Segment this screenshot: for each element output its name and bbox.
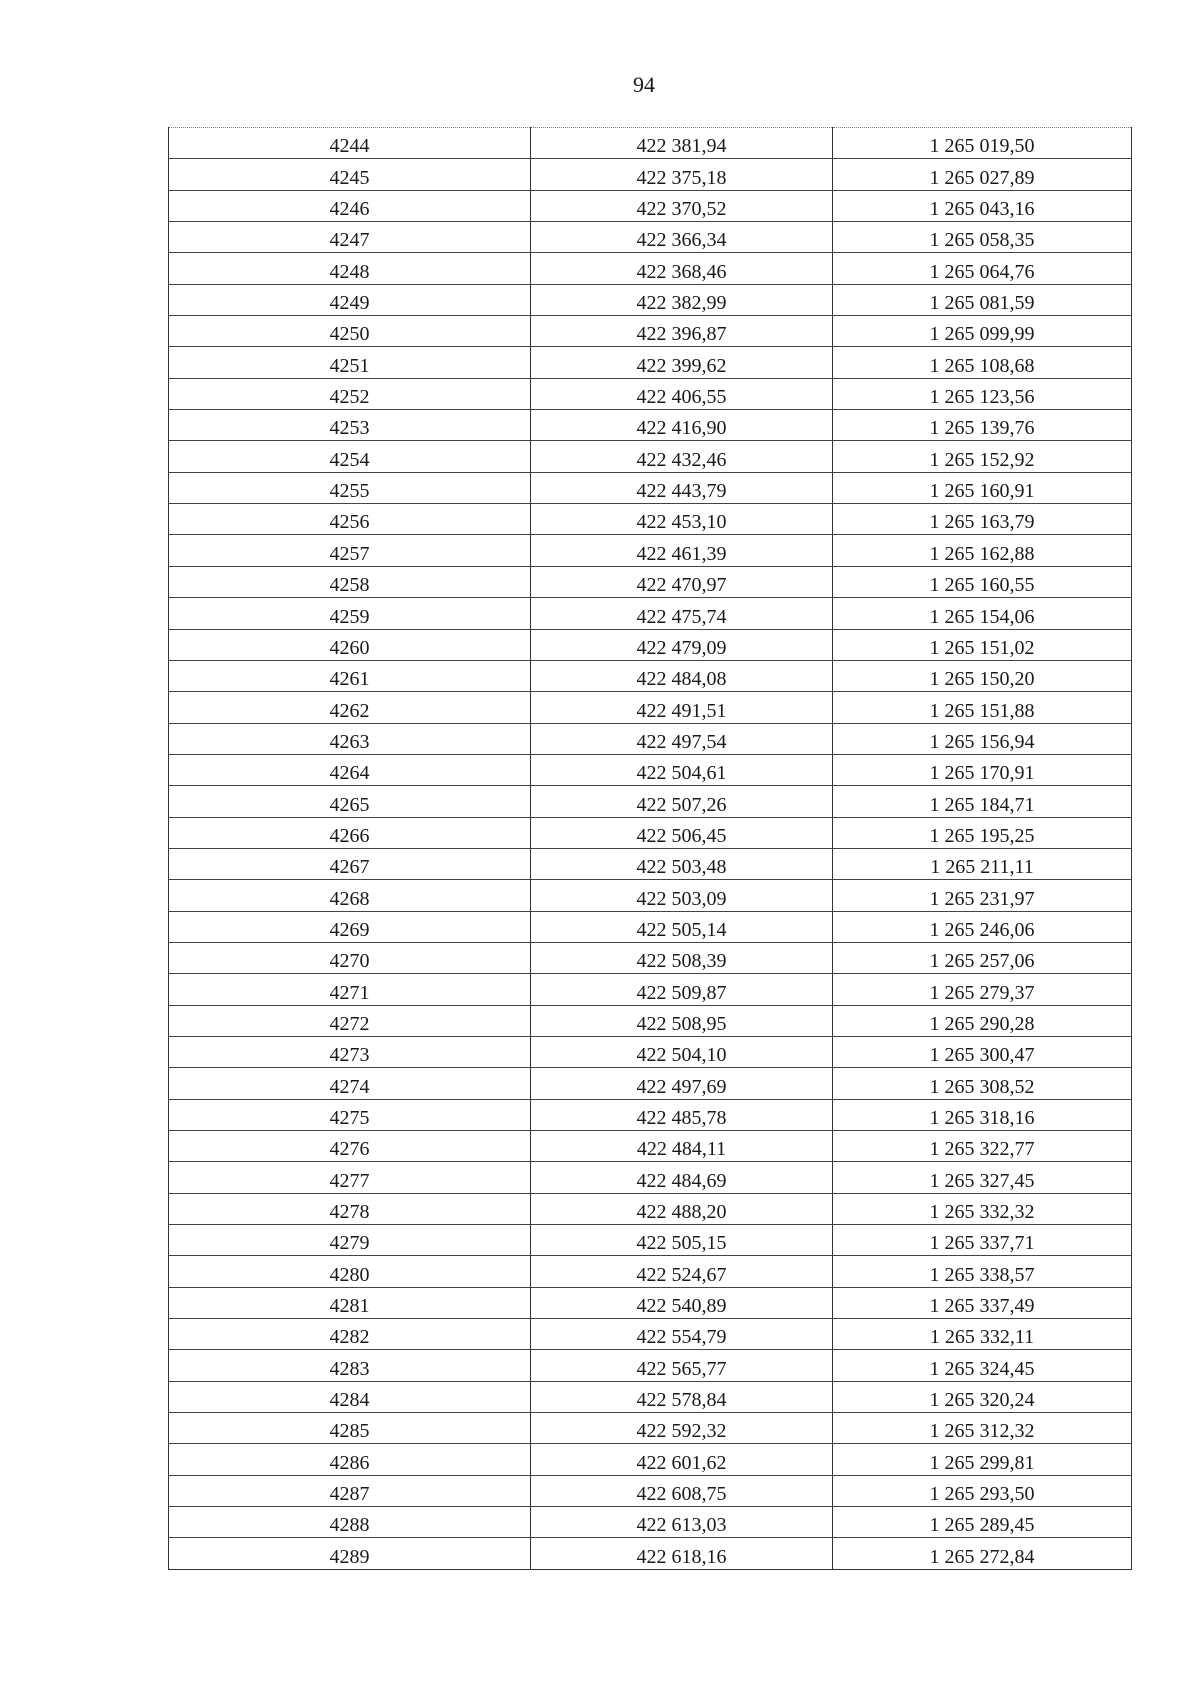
point-number-cell: 4261	[169, 660, 531, 691]
x-coordinate-cell: 422 368,46	[531, 253, 833, 284]
y-coordinate-cell: 1 265 123,56	[833, 378, 1132, 409]
point-number-cell: 4274	[169, 1068, 531, 1099]
point-number-cell: 4252	[169, 378, 531, 409]
y-coordinate-cell: 1 265 156,94	[833, 723, 1132, 754]
table-row	[169, 1444, 1132, 1475]
y-coordinate-cell: 1 265 337,49	[833, 1287, 1132, 1318]
point-number-cell: 4260	[169, 629, 531, 660]
y-coordinate-cell: 1 265 231,97	[833, 880, 1132, 911]
x-coordinate-cell: 422 509,87	[531, 974, 833, 1005]
table-row	[169, 1413, 1132, 1444]
table-row	[169, 222, 1132, 253]
table-row	[169, 629, 1132, 660]
point-number-cell: 4249	[169, 284, 531, 315]
table-row	[169, 848, 1132, 879]
x-coordinate-cell: 422 565,77	[531, 1350, 833, 1381]
y-coordinate-cell: 1 265 300,47	[833, 1036, 1132, 1067]
y-coordinate-cell: 1 265 151,02	[833, 629, 1132, 660]
x-coordinate-cell: 422 601,62	[531, 1444, 833, 1475]
table-row	[169, 472, 1132, 503]
x-coordinate-cell: 422 504,10	[531, 1036, 833, 1067]
point-number-cell: 4286	[169, 1444, 531, 1475]
point-number-cell: 4259	[169, 598, 531, 629]
y-coordinate-cell: 1 265 019,50	[833, 128, 1132, 159]
table-row	[169, 504, 1132, 535]
y-coordinate-cell: 1 265 195,25	[833, 817, 1132, 848]
point-number-cell: 4245	[169, 159, 531, 190]
point-number-cell: 4275	[169, 1099, 531, 1130]
table-row	[169, 942, 1132, 973]
table-row	[169, 410, 1132, 441]
x-coordinate-cell: 422 406,55	[531, 378, 833, 409]
y-coordinate-cell: 1 265 152,92	[833, 441, 1132, 472]
point-number-cell: 4256	[169, 504, 531, 535]
y-coordinate-cell: 1 265 184,71	[833, 786, 1132, 817]
x-coordinate-cell: 422 396,87	[531, 316, 833, 347]
coordinates-table-body	[169, 128, 1132, 1570]
x-coordinate-cell: 422 475,74	[531, 598, 833, 629]
table-row	[169, 284, 1132, 315]
y-coordinate-cell: 1 265 064,76	[833, 253, 1132, 284]
y-coordinate-cell: 1 265 289,45	[833, 1507, 1132, 1538]
x-coordinate-cell: 422 540,89	[531, 1287, 833, 1318]
table-row	[169, 253, 1132, 284]
y-coordinate-cell: 1 265 327,45	[833, 1162, 1132, 1193]
table-row	[169, 535, 1132, 566]
table-row	[169, 347, 1132, 378]
x-coordinate-cell: 422 470,97	[531, 566, 833, 597]
coordinates-table	[168, 127, 1132, 1570]
x-coordinate-cell: 422 479,09	[531, 629, 833, 660]
y-coordinate-cell: 1 265 279,37	[833, 974, 1132, 1005]
table-row	[169, 754, 1132, 785]
table-row	[169, 974, 1132, 1005]
x-coordinate-cell: 422 504,61	[531, 754, 833, 785]
y-coordinate-cell: 1 265 332,11	[833, 1319, 1132, 1350]
y-coordinate-cell: 1 265 163,79	[833, 504, 1132, 535]
x-coordinate-cell: 422 484,11	[531, 1131, 833, 1162]
table-row	[169, 911, 1132, 942]
table-row	[169, 1131, 1132, 1162]
x-coordinate-cell: 422 370,52	[531, 190, 833, 221]
table-row	[169, 1068, 1132, 1099]
x-coordinate-cell: 422 491,51	[531, 692, 833, 723]
x-coordinate-cell: 422 366,34	[531, 222, 833, 253]
x-coordinate-cell: 422 524,67	[531, 1256, 833, 1287]
table-row	[169, 1319, 1132, 1350]
x-coordinate-cell: 422 613,03	[531, 1507, 833, 1538]
x-coordinate-cell: 422 503,09	[531, 880, 833, 911]
point-number-cell: 4247	[169, 222, 531, 253]
table-row	[169, 1381, 1132, 1412]
x-coordinate-cell: 422 375,18	[531, 159, 833, 190]
x-coordinate-cell: 422 508,39	[531, 942, 833, 973]
y-coordinate-cell: 1 265 170,91	[833, 754, 1132, 785]
point-number-cell: 4273	[169, 1036, 531, 1067]
y-coordinate-cell: 1 265 211,11	[833, 848, 1132, 879]
point-number-cell: 4282	[169, 1319, 531, 1350]
point-number-cell: 4285	[169, 1413, 531, 1444]
x-coordinate-cell: 422 497,54	[531, 723, 833, 754]
table-row	[169, 1005, 1132, 1036]
page-number: 94	[633, 72, 655, 97]
y-coordinate-cell: 1 265 058,35	[833, 222, 1132, 253]
x-coordinate-cell: 422 503,48	[531, 848, 833, 879]
point-number-cell: 4248	[169, 253, 531, 284]
table-row	[169, 1099, 1132, 1130]
y-coordinate-cell: 1 265 151,88	[833, 692, 1132, 723]
y-coordinate-cell: 1 265 312,32	[833, 1413, 1132, 1444]
point-number-cell: 4251	[169, 347, 531, 378]
point-number-cell: 4272	[169, 1005, 531, 1036]
table-row	[169, 1193, 1132, 1224]
point-number-cell: 4280	[169, 1256, 531, 1287]
point-number-cell: 4287	[169, 1475, 531, 1506]
x-coordinate-cell: 422 382,99	[531, 284, 833, 315]
point-number-cell: 4262	[169, 692, 531, 723]
point-number-cell: 4263	[169, 723, 531, 754]
y-coordinate-cell: 1 265 081,59	[833, 284, 1132, 315]
x-coordinate-cell: 422 443,79	[531, 472, 833, 503]
point-number-cell: 4289	[169, 1538, 531, 1569]
y-coordinate-cell: 1 265 308,52	[833, 1068, 1132, 1099]
table-row	[169, 1287, 1132, 1318]
y-coordinate-cell: 1 265 293,50	[833, 1475, 1132, 1506]
x-coordinate-cell: 422 484,08	[531, 660, 833, 691]
y-coordinate-cell: 1 265 160,55	[833, 566, 1132, 597]
table-row	[169, 378, 1132, 409]
x-coordinate-cell: 422 399,62	[531, 347, 833, 378]
x-coordinate-cell: 422 497,69	[531, 1068, 833, 1099]
point-number-cell: 4264	[169, 754, 531, 785]
table-row	[169, 128, 1132, 159]
table-row	[169, 441, 1132, 472]
y-coordinate-cell: 1 265 043,16	[833, 190, 1132, 221]
x-coordinate-cell: 422 461,39	[531, 535, 833, 566]
table-row	[169, 598, 1132, 629]
table-row	[169, 1538, 1132, 1569]
x-coordinate-cell: 422 592,32	[531, 1413, 833, 1444]
y-coordinate-cell: 1 265 257,06	[833, 942, 1132, 973]
x-coordinate-cell: 422 505,14	[531, 911, 833, 942]
table-row	[169, 190, 1132, 221]
table-row	[169, 692, 1132, 723]
point-number-cell: 4257	[169, 535, 531, 566]
x-coordinate-cell: 422 506,45	[531, 817, 833, 848]
table-row	[169, 1475, 1132, 1506]
y-coordinate-cell: 1 265 299,81	[833, 1444, 1132, 1475]
y-coordinate-cell: 1 265 322,77	[833, 1131, 1132, 1162]
x-coordinate-cell: 422 578,84	[531, 1381, 833, 1412]
point-number-cell: 4288	[169, 1507, 531, 1538]
y-coordinate-cell: 1 265 154,06	[833, 598, 1132, 629]
x-coordinate-cell: 422 508,95	[531, 1005, 833, 1036]
point-number-cell: 4279	[169, 1225, 531, 1256]
point-number-cell: 4269	[169, 911, 531, 942]
table-row	[169, 880, 1132, 911]
point-number-cell: 4284	[169, 1381, 531, 1412]
point-number-cell: 4276	[169, 1131, 531, 1162]
point-number-cell: 4278	[169, 1193, 531, 1224]
y-coordinate-cell: 1 265 108,68	[833, 347, 1132, 378]
y-coordinate-cell: 1 265 337,71	[833, 1225, 1132, 1256]
table-row	[169, 1162, 1132, 1193]
x-coordinate-cell: 422 505,15	[531, 1225, 833, 1256]
y-coordinate-cell: 1 265 099,99	[833, 316, 1132, 347]
x-coordinate-cell: 422 608,75	[531, 1475, 833, 1506]
point-number-cell: 4246	[169, 190, 531, 221]
x-coordinate-cell: 422 618,16	[531, 1538, 833, 1569]
point-number-cell: 4258	[169, 566, 531, 597]
table-row	[169, 159, 1132, 190]
table-row	[169, 1256, 1132, 1287]
table-row	[169, 1507, 1132, 1538]
table-row	[169, 1036, 1132, 1067]
point-number-cell: 4281	[169, 1287, 531, 1318]
point-number-cell: 4255	[169, 472, 531, 503]
x-coordinate-cell: 422 488,20	[531, 1193, 833, 1224]
y-coordinate-cell: 1 265 290,28	[833, 1005, 1132, 1036]
table-row	[169, 723, 1132, 754]
y-coordinate-cell: 1 265 332,32	[833, 1193, 1132, 1224]
point-number-cell: 4270	[169, 942, 531, 973]
table-row	[169, 817, 1132, 848]
point-number-cell: 4265	[169, 786, 531, 817]
table-row	[169, 786, 1132, 817]
x-coordinate-cell: 422 381,94	[531, 128, 833, 159]
y-coordinate-cell: 1 265 338,57	[833, 1256, 1132, 1287]
point-number-cell: 4253	[169, 410, 531, 441]
point-number-cell: 4271	[169, 974, 531, 1005]
y-coordinate-cell: 1 265 150,20	[833, 660, 1132, 691]
point-number-cell: 4277	[169, 1162, 531, 1193]
x-coordinate-cell: 422 507,26	[531, 786, 833, 817]
y-coordinate-cell: 1 265 246,06	[833, 911, 1132, 942]
y-coordinate-cell: 1 265 027,89	[833, 159, 1132, 190]
point-number-cell: 4268	[169, 880, 531, 911]
point-number-cell: 4267	[169, 848, 531, 879]
y-coordinate-cell: 1 265 139,76	[833, 410, 1132, 441]
x-coordinate-cell: 422 485,78	[531, 1099, 833, 1130]
y-coordinate-cell: 1 265 318,16	[833, 1099, 1132, 1130]
x-coordinate-cell: 422 453,10	[531, 504, 833, 535]
y-coordinate-cell: 1 265 162,88	[833, 535, 1132, 566]
table-row	[169, 660, 1132, 691]
x-coordinate-cell: 422 554,79	[531, 1319, 833, 1350]
point-number-cell: 4283	[169, 1350, 531, 1381]
point-number-cell: 4250	[169, 316, 531, 347]
point-number-cell: 4254	[169, 441, 531, 472]
x-coordinate-cell: 422 416,90	[531, 410, 833, 441]
x-coordinate-cell: 422 432,46	[531, 441, 833, 472]
point-number-cell: 4266	[169, 817, 531, 848]
point-number-cell: 4244	[169, 128, 531, 159]
table-row	[169, 316, 1132, 347]
y-coordinate-cell: 1 265 272,84	[833, 1538, 1132, 1569]
y-coordinate-cell: 1 265 320,24	[833, 1381, 1132, 1412]
table-row	[169, 566, 1132, 597]
table-row	[169, 1350, 1132, 1381]
y-coordinate-cell: 1 265 324,45	[833, 1350, 1132, 1381]
table-row	[169, 1225, 1132, 1256]
x-coordinate-cell: 422 484,69	[531, 1162, 833, 1193]
y-coordinate-cell: 1 265 160,91	[833, 472, 1132, 503]
